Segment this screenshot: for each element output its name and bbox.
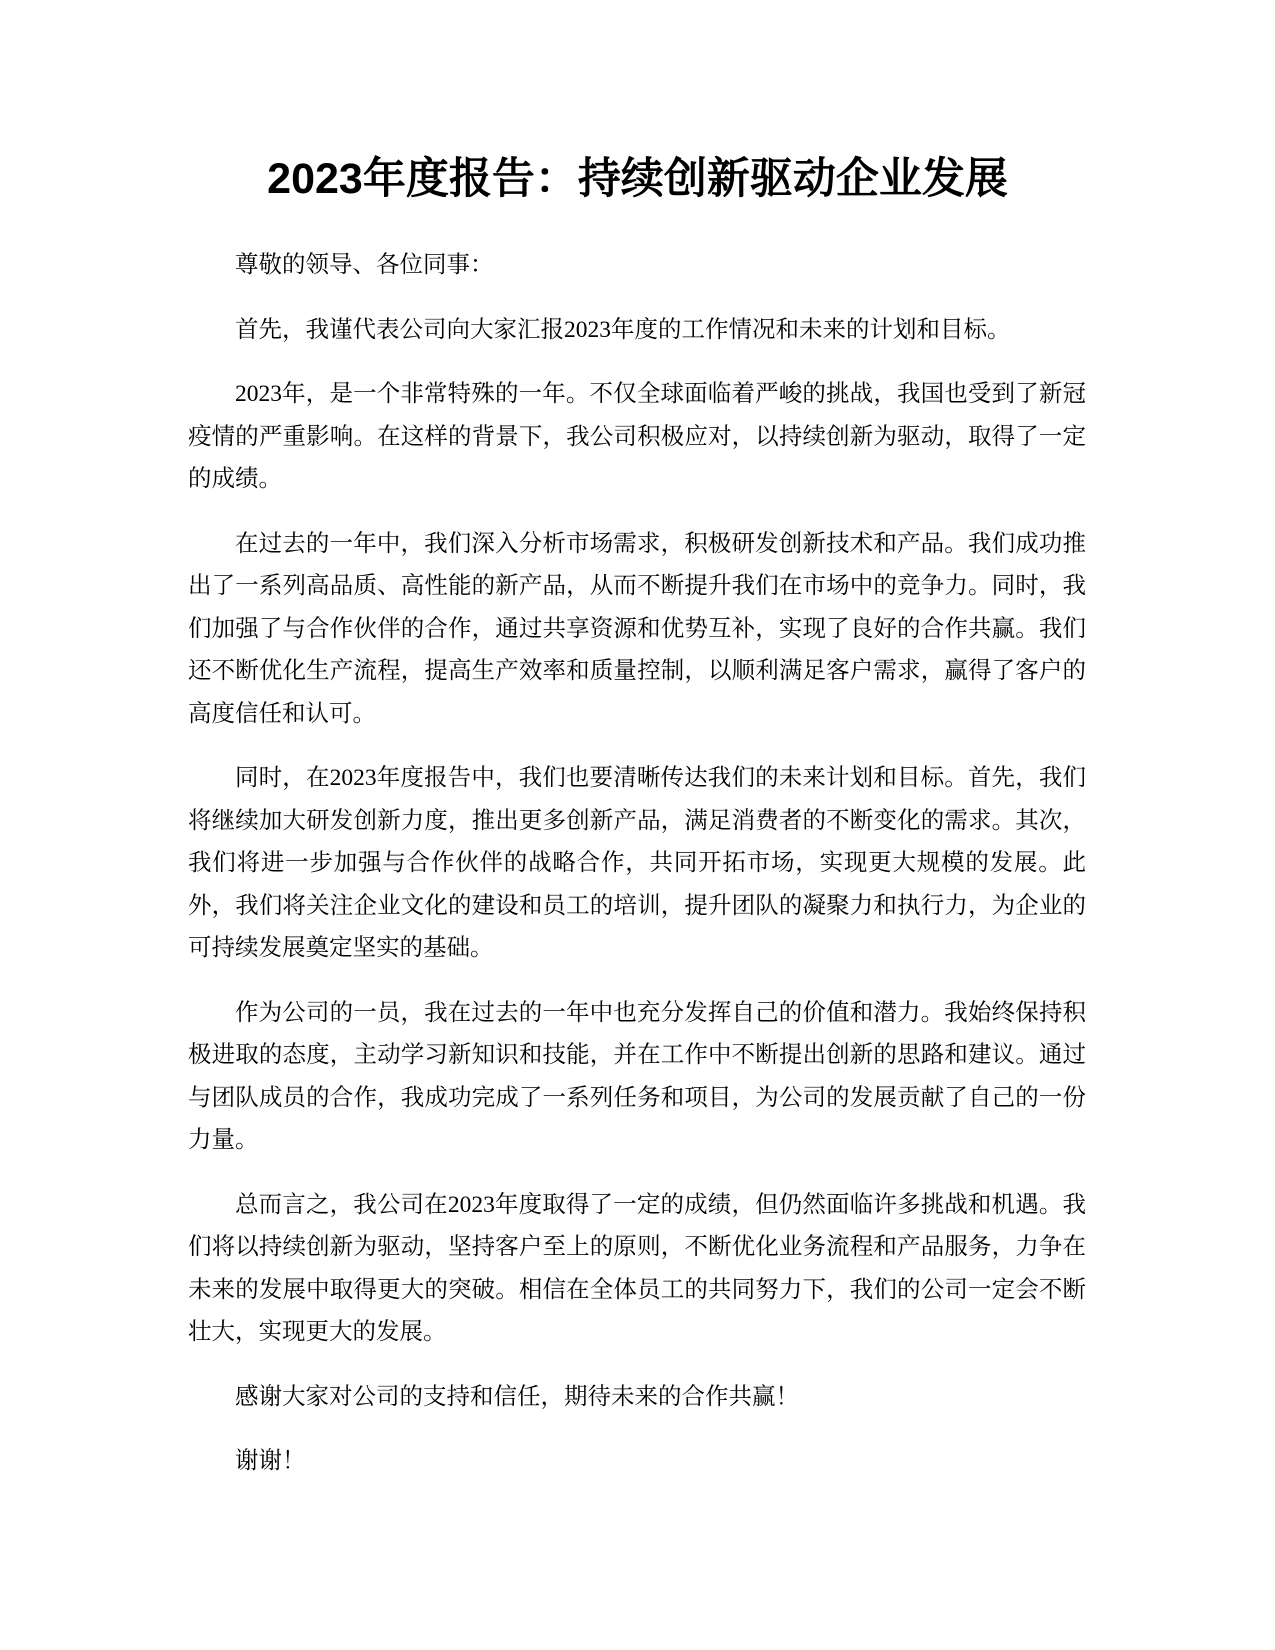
- paragraph-intro: 首先，我谨代表公司向大家汇报2023年度的工作情况和未来的计划和目标。: [235, 316, 1011, 343]
- paragraph-personal-contribution: 作为公司的一员，我在过去的一年中也充分发挥自己的价值和潜力。我始终保持积极进取的态度，主动学习新知识和技能，并在工作中不断提出创新的思路和建议。通过与团队成员的合作，我成功完成了一系列任务和项目，为公司的发展贡献了自己的一份力量。: [188, 999, 1086, 1153]
- paragraph-future-plans: 同时，在2023年度报告中，我们也要清晰传达我们的未来计划和目标。首先，我们将继续加大研发创新力度，推出更多创新产品，满足消费者的不断变化的需求。其次，我们将进一步加强与合作伙伴的战略合作，共同开拓市场，实现更大规模的发展。此外，我们将关注企业文化的建设和员工的培训，提升团队的凝聚力和执行力，为企业的可持续发展奠定坚实的基础。: [188, 765, 1086, 961]
- paragraph-salutation: 尊敬的领导、各位同事：: [235, 252, 494, 278]
- paragraph-thanks: 感谢大家对公司的支持和信任，期待未来的合作共赢！: [235, 1383, 799, 1410]
- document-title: 2023年度报告：持续创新驱动企业发展: [267, 155, 1008, 203]
- paragraph-summary: 总而言之，我公司在2023年度取得了一定的成绩，但仍然面临许多挑战和机遇。我们将以持续创新为驱动，坚持客户至上的原则，不断优化业务流程和产品服务，力争在未来的发展中取得更大的突破。相信在全体员工的共同努力下，我们的公司一定会不断壮大，实现更大的发展。: [188, 1191, 1086, 1345]
- paragraph-closing: 谢谢！: [235, 1448, 306, 1474]
- document-body: [188, 244, 1086, 1505]
- paragraph-background: 2023年，是一个非常特殊的一年。不仅全球面临着严峻的挑战，我国也受到了新冠疫情的严重影响。在这样的背景下，我公司积极应对，以持续创新为驱动，取得了一定的成绩。: [188, 381, 1086, 492]
- paragraph-achievements: 在过去的一年中，我们深入分析市场需求，积极研发创新技术和产品。我们成功推出了一系列高品质、高性能的新产品，从而不断提升我们在市场中的竞争力。同时，我们加强了与合作伙伴的合作，通过共享资源和优势互补，实现了良好的合作共赢。我们还不断优化生产流程，提高生产效率和质量控制，以顺利满足客户需求，赢得了客户的高度信任和认可。: [188, 530, 1086, 727]
